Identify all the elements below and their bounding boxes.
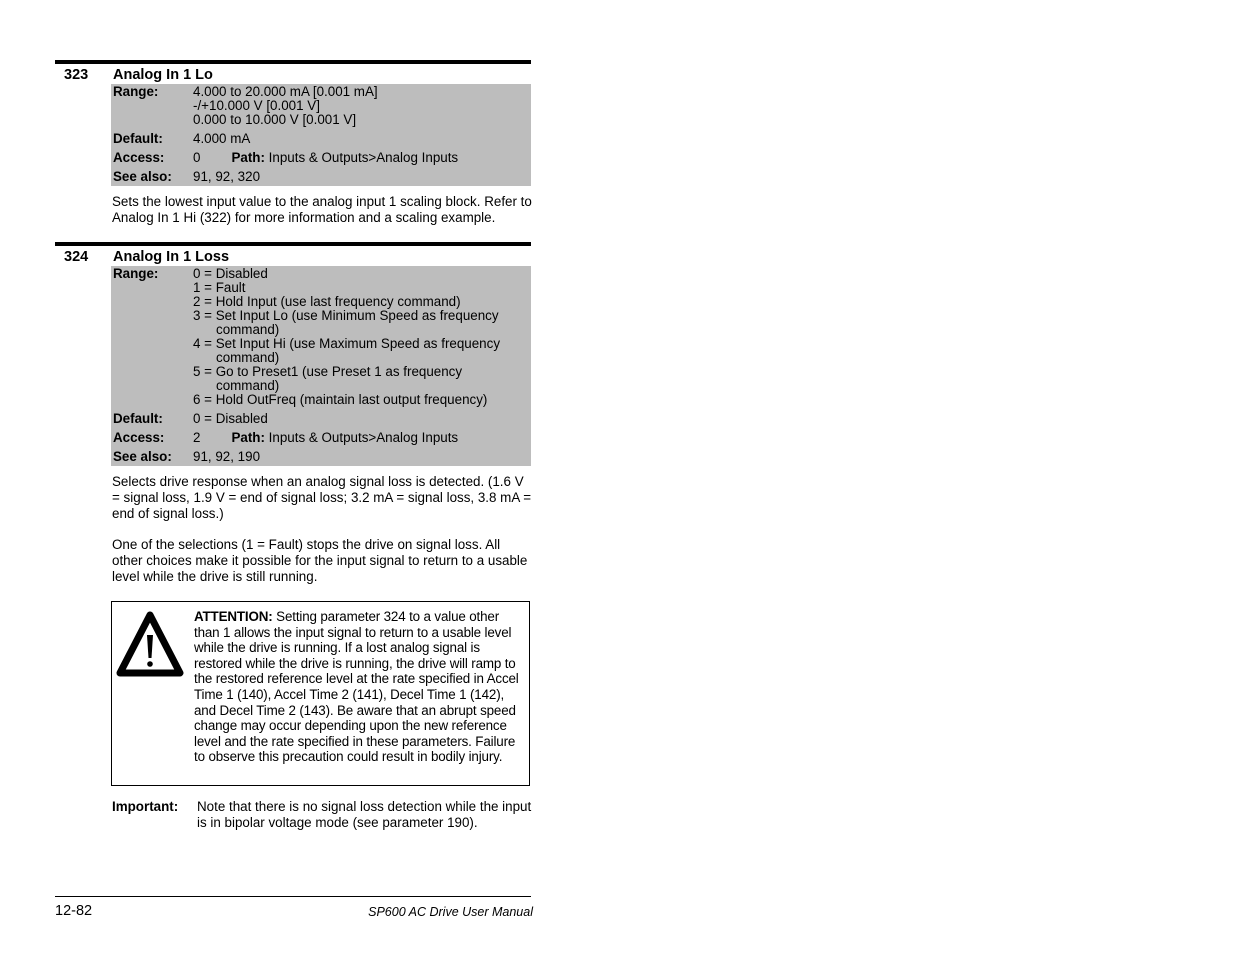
range-values: [193, 267, 531, 407]
path-label: Path:: [231, 150, 265, 165]
seealso-row: [111, 170, 531, 184]
param-number: 323: [64, 67, 89, 83]
range-option: 1 = Fault: [193, 280, 246, 295]
attention-text-block: [194, 609, 524, 765]
param-title: Analog In 1 Lo: [113, 67, 213, 83]
param-323: [55, 60, 531, 186]
default-value: 4.000 mA: [193, 131, 251, 146]
param-description: Selects drive response when an analog signal loss is detected. (1.6 V = signal loss, 1.9 V = end of signal loss; 3.2 mA = signal loss, 3.8 mA = end of signal loss.): [112, 474, 532, 521]
range-label: Range:: [113, 84, 159, 99]
attention-box: [111, 601, 530, 786]
default-row: [111, 132, 531, 146]
range-line: 0.000 to 10.000 V [0.001 V]: [193, 112, 357, 127]
param-header: [55, 64, 531, 84]
access-value: 2: [193, 430, 201, 445]
access-label: Access:: [113, 150, 165, 165]
footer-rule: [55, 896, 531, 897]
default-value: 0 = Disabled: [193, 411, 268, 426]
access-label: Access:: [113, 430, 165, 445]
default-row: [111, 412, 531, 426]
range-row: [111, 267, 531, 407]
default-label: Default:: [113, 411, 163, 426]
important-text: Note that there is no signal loss detection while the input is in bipolar voltage mode (see parameter 190).: [197, 799, 532, 830]
seealso-row: [111, 450, 531, 464]
manual-title: SP600 AC Drive User Manual: [368, 905, 533, 919]
important-label: Important:: [112, 799, 179, 814]
range-option: 3 = Set Input Lo (use Minimum Speed as frequency command): [193, 308, 499, 337]
path-value: Inputs & Outputs>Analog Inputs: [268, 430, 459, 445]
access-value: 0: [193, 150, 201, 165]
param-description: Sets the lowest input value to the analog input 1 scaling block. Refer to Analog In 1 Hi (322) for more information and a scaling example.: [112, 194, 532, 225]
warning-triangle-icon: [116, 611, 184, 679]
range-line: -/+10.000 V [0.001 V]: [193, 98, 320, 113]
seealso-value: 91, 92, 320: [193, 169, 261, 184]
path-label: Path:: [231, 430, 265, 445]
range-row: [111, 85, 531, 127]
param-attributes-box: [111, 266, 531, 466]
range-option: 0 = Disabled: [193, 266, 268, 281]
path-value: Inputs & Outputs>Analog Inputs: [268, 150, 459, 165]
range-line: 4.000 to 20.000 mA [0.001 mA]: [193, 84, 378, 99]
seealso-label: See also:: [113, 449, 172, 464]
access-row: [111, 431, 531, 445]
param-324: [55, 242, 531, 466]
range-option: 4 = Set Input Hi (use Maximum Speed as frequency command): [193, 336, 501, 365]
attention-text: Setting parameter 324 to a value other than 1 allows the input signal to return to a usable level while the drive is running. If a lost analog signal is restored while the drive is running, the drive will ramp to the restored reference level at the rate specified in Accel Time 1 (140), Accel Time 2 (141), Decel Time 1 (142), and Decel Time 2 (143). Be aware that an abrupt speed change may occur depending upon the new reference level and the rate specified in these parameters. Failure to observe this precaution could result in bodily injury.: [194, 609, 519, 765]
range-option: 6 = Hold OutFreq (maintain last output frequency): [193, 392, 488, 407]
range-label: Range:: [113, 266, 159, 281]
page-number: 12-82: [55, 903, 93, 919]
param-attributes-box: [111, 84, 531, 186]
range-values: [193, 85, 531, 127]
seealso-value: 91, 92, 190: [193, 449, 261, 464]
range-option: 2 = Hold Input (use last frequency command): [193, 294, 461, 309]
param-number: 324: [64, 249, 89, 265]
seealso-label: See also:: [113, 169, 172, 184]
range-option: 5 = Go to Preset1 (use Preset 1 as frequency command): [193, 364, 463, 393]
param-header: [55, 246, 531, 266]
param-description: One of the selections (1 = Fault) stops the drive on signal loss. All other choices make it possible for the input signal to return to a usable level while the drive is still running.: [112, 537, 528, 584]
param-title: Analog In 1 Loss: [113, 249, 230, 265]
default-label: Default:: [113, 131, 163, 146]
access-row: [111, 151, 531, 165]
attention-label: ATTENTION:: [194, 609, 273, 624]
